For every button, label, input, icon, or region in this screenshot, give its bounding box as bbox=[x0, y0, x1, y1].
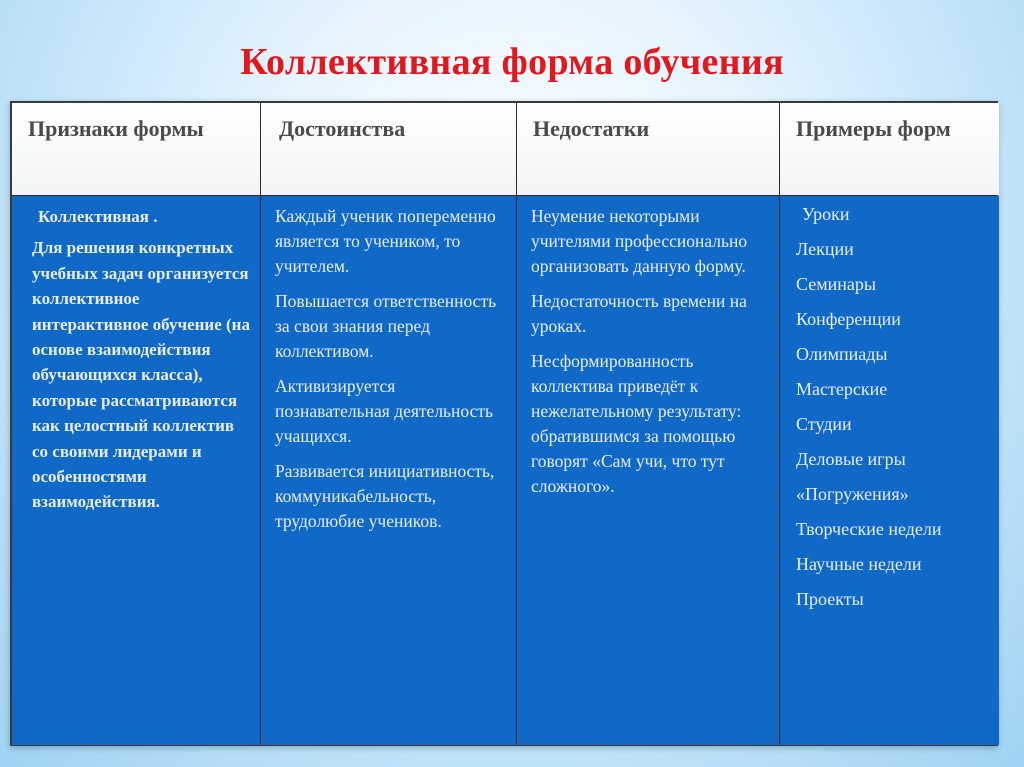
example-item: Уроки bbox=[802, 204, 850, 224]
disadvantages-cell bbox=[517, 196, 779, 745]
examples-cell bbox=[780, 196, 999, 745]
example-item: Семинары bbox=[796, 274, 876, 294]
header-signs: Признаки формы bbox=[12, 103, 260, 195]
slide-title: Коллективная форма обучения bbox=[240, 41, 784, 83]
header-advantages: Достоинства bbox=[261, 103, 516, 195]
example-item: Лекции bbox=[796, 239, 854, 259]
signs-cell bbox=[12, 196, 260, 745]
disadvantage-item: Несформированность коллектива приведёт к нежелательному результату: обратившимся за помощью говорят «Сам учи, что тут сложного». bbox=[531, 351, 742, 496]
example-item: Мастерские bbox=[796, 379, 888, 399]
example-item: Деловые игры bbox=[796, 449, 906, 469]
header-examples: Примеры форм bbox=[780, 103, 999, 195]
advantage-item: Каждый ученик попеременно является то учеником, то учителем. bbox=[275, 206, 496, 276]
advantage-item: Активизируется познавательная деятельность учащихся. bbox=[275, 376, 493, 446]
example-item: Конференции bbox=[796, 309, 901, 329]
disadvantage-item: Неумение некоторыми учителями профессионально организовать данную форму. bbox=[531, 206, 748, 276]
disadvantage-item: Недостаточность времени на уроках. bbox=[531, 291, 747, 336]
advantage-item: Развивается инициативность, коммуникабельность, трудолюбие учеников. bbox=[275, 461, 495, 531]
signs-text: Для решения конкретных учебных задач организуется коллективное интерактивное обучение (на основе взаимодействия обучающихся класса), которые рассматриваются как целостный коллектив со своими лидерами и особенностями взаимодействия. bbox=[32, 238, 250, 512]
example-item: Творческие недели bbox=[796, 519, 942, 539]
advantage-item: Повышается ответственность за свои знания перед коллективом. bbox=[275, 291, 497, 361]
example-item: Научные недели bbox=[796, 554, 922, 574]
comparison-table bbox=[10, 101, 998, 746]
example-item: Студии bbox=[796, 414, 852, 434]
advantages-cell bbox=[261, 196, 516, 745]
example-item: Проекты bbox=[796, 589, 864, 609]
example-item: «Погружения» bbox=[796, 484, 909, 504]
signs-heading: Коллективная . bbox=[38, 207, 158, 226]
header-disadvantages: Недостатки bbox=[517, 103, 779, 195]
example-item: Олимпиады bbox=[796, 344, 888, 364]
